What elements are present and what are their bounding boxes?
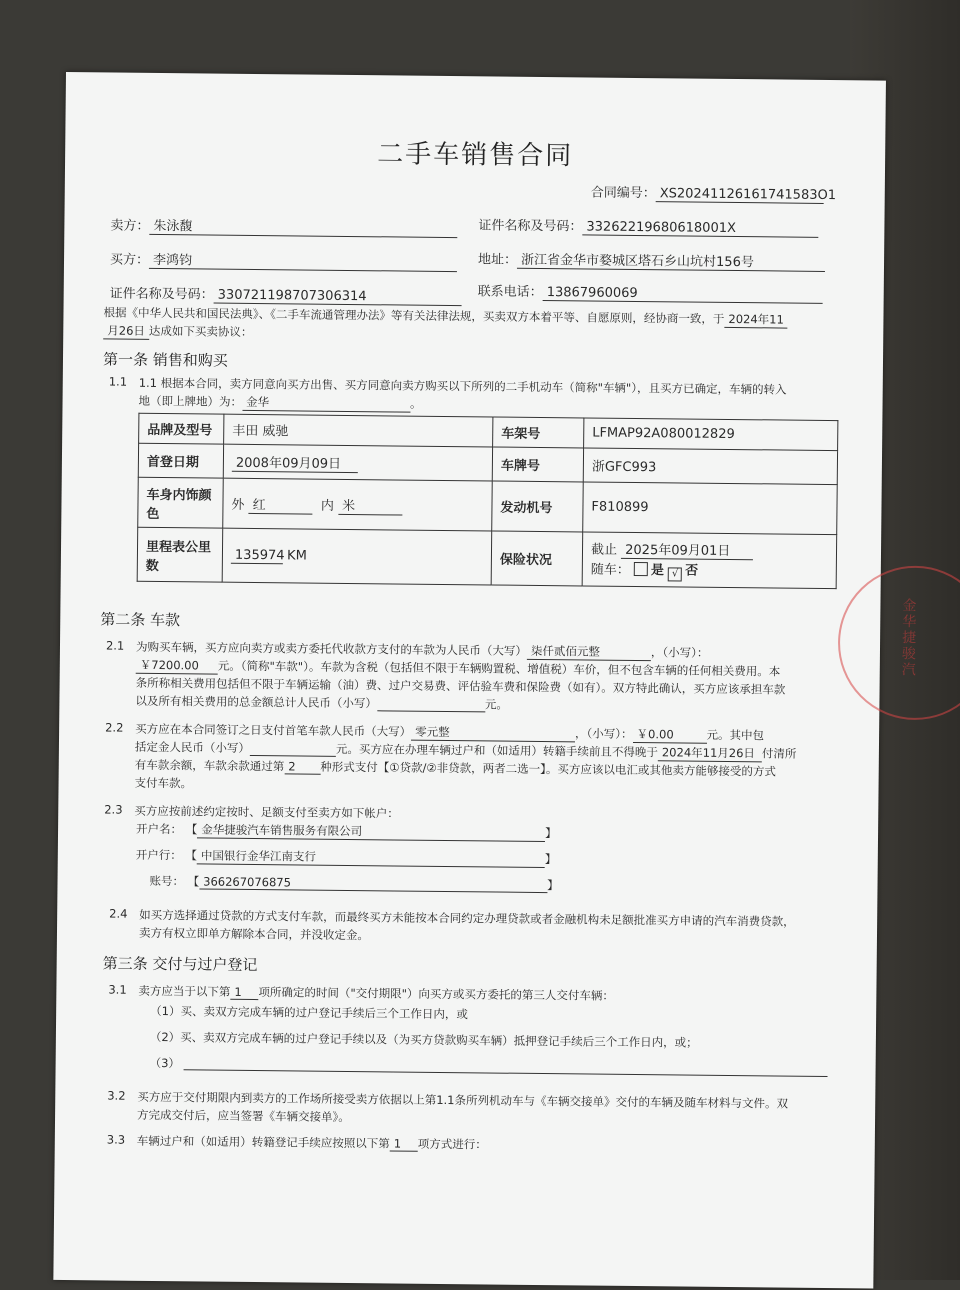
payment-method: 2 xyxy=(284,759,320,774)
option-3-blank-line xyxy=(184,1069,828,1077)
clause-3-2-line-2: 方完成交付后，应当签署《车辆交接单》。 xyxy=(137,1107,350,1125)
contract-number: 合同编号： XS20241126161741583O1 xyxy=(590,185,837,204)
engine-label: 发动机号 xyxy=(492,481,584,532)
intro-line-2: 月26日 达成如下买卖协议： xyxy=(103,322,252,341)
clause-1-1-place: 地（即上牌地）为： 金华 。 xyxy=(138,393,422,411)
contract-number-value: XS20241126161741583O1 xyxy=(656,186,824,204)
clause-2-2-number: 2.2 xyxy=(105,720,124,735)
insurance-label: 保险状况 xyxy=(491,531,583,586)
account-name: 金华捷骏汽车销售服务有限公司 xyxy=(197,821,545,842)
insurance-expiry: 2025年09月01日 xyxy=(621,538,753,559)
contract-page xyxy=(53,72,917,1289)
plate-label: 车牌号 xyxy=(492,447,583,482)
seller-row: 卖方： 朱泳馥 xyxy=(110,214,457,238)
section-2-heading: 第二条 车款 xyxy=(100,610,181,630)
section-3-heading: 第三条 交付与过户登记 xyxy=(102,954,258,975)
seller-name: 朱泳馥 xyxy=(149,215,457,238)
section-1-heading: 第一条 销售和购买 xyxy=(102,350,228,370)
vin-value: LFMAP92A080012829 xyxy=(584,418,838,451)
vehicle-table xyxy=(137,413,839,589)
clause-2-3-number: 2.3 xyxy=(104,802,123,817)
clause-2-4-number: 2.4 xyxy=(109,906,128,921)
intro-line-1: 根据《中华人民共和国民法典》、《二手车流通管理办法》等有关法律法规，买卖双方本着平等、自愿原则，经协商一致，于 2024年11 xyxy=(103,304,788,328)
clause-2-2-line-2: 括定金人民币（小写） 元。买方应在办理车辆过户和（如适用）转籍手续前且不得晚于 2024年11月26日 付清所 xyxy=(134,739,797,761)
clause-2-2-line-4: 支付车款。 xyxy=(134,775,193,791)
account-name-row: 开户名： 【 金华捷骏汽车销售服务有限公司 】 xyxy=(136,821,557,841)
company-seal: 金华捷骏汽 xyxy=(837,565,960,721)
clause-2-2-line-3: 有车款余额，车款余款通过第 2 种形式支付【①贷款/②非贷款，两者二选一】。买方应该以电汇或其他卖方能够接受的方式 xyxy=(134,757,777,779)
account-number-row: 账号： 【 366267076875 】 xyxy=(149,873,559,893)
phone-row: 联系电话： 13867960069 xyxy=(478,280,823,304)
brand-label: 品牌及型号 xyxy=(139,413,224,444)
account-bank-row: 开户行： 【 中国银行金华江南支行 】 xyxy=(135,847,557,867)
account-number: 366267076875 xyxy=(199,874,547,893)
down-payment-amount: ￥0.00 xyxy=(633,726,707,744)
address-row: 地址： 浙江省金华市婺城区塔石乡山坑村156号 xyxy=(478,248,825,272)
price-amount: ￥7200.00 xyxy=(136,657,218,675)
odometer-value: 135974 xyxy=(231,547,283,564)
clause-2-1-line-2: ￥7200.00 元。（简称"车款"）。车款为含税（包括但不限于车辆购置税、增值税）车价，但不包含车辆的任何相关费用。本 xyxy=(136,657,781,681)
seller-id: 33262219680618001X xyxy=(582,219,818,237)
buyer-address: 浙江省金华市婺城区塔石乡山坑村156号 xyxy=(517,249,825,272)
reg-date-cell xyxy=(223,444,492,481)
clause-2-1-line-3: 条所称相关费用包括但不限于车辆运输（油）费、过户交易费、评估验车费和保险费（如有）。双方特此确认，买方应该承担车款 xyxy=(135,675,786,697)
clause-3-3-text: 车辆过户和（如适用）转籍登记手续应按照以下第 1 项方式进行： xyxy=(136,1133,487,1152)
engine-value: F810899 xyxy=(583,482,838,535)
clause-2-1-number: 2.1 xyxy=(105,638,125,653)
clause-3-1-number: 3.1 xyxy=(108,982,127,997)
clause-2-1-line-4: 以及所有相关费用的总金额总计人民币（小写） 元。 xyxy=(135,693,508,712)
clause-2-4-line-2: 卖方有权立即单方解除本合同，并没收定金。 xyxy=(138,925,370,943)
clause-2-4-line-1: 如买方选择通过贷款的方式支付车款，而最终买方未能按本合同约定办理贷款或者金融机构未足额批准买方申请的汽车消费贷款， xyxy=(139,907,795,929)
interior-color: 米 xyxy=(338,494,402,515)
reg-date-value: 2008年09月09日 xyxy=(232,451,358,472)
color-label: 车身内饰颜色 xyxy=(138,477,224,528)
delivery-option-2: （2）买、卖双方完成车辆的过户登记手续以及（为买方贷款购买车辆）抵押登记手续后三个工作日内，或； xyxy=(149,1029,698,1050)
down-payment-words: 零元整 xyxy=(411,724,575,743)
insurance-no-checkbox: √ xyxy=(668,567,682,581)
delivery-option-1: （1）买、卖双方完成车辆的过户登记手续后三个工作日内，或 xyxy=(150,1003,469,1022)
seller-id-row: 证件名称及号码： 33262219680618001X xyxy=(478,214,818,238)
odometer-label: 里程表公里数 xyxy=(137,527,223,582)
price-in-words: 柒仟贰佰元整 xyxy=(527,643,651,661)
clause-2-2-line-1: 买方应在本合同签订之日支付首笔车款人民币（大写） 零元整 ，（小写）： ￥0.00 元。其中包 xyxy=(135,721,765,743)
plate-value: 浙GFC993 xyxy=(583,448,837,485)
buyer-row: 买方： 李鸿钧 xyxy=(110,248,457,272)
reg-date-label: 首登日期 xyxy=(138,443,223,478)
delivery-option: 1 xyxy=(230,985,258,1000)
brand-value: 丰田 威驰 xyxy=(224,414,493,447)
clause-3-1-text: 卖方应当于以下第 1 项所确定的时间（"交付期限"）向买方或买方委托的第三人交付车辆： xyxy=(138,983,615,1003)
clause-3-3-number: 3.3 xyxy=(106,1132,126,1147)
clause-3-2-line-1: 买方应于交付期限内到卖方的工作场所接受卖方依据以上第1.1条所列机动车与《车辆交接单》交付的车辆及随车材料与文件。双 xyxy=(137,1089,789,1111)
payment-deadline: 2024年11月26日 xyxy=(658,744,762,762)
insurance-yes-checkbox xyxy=(634,561,648,575)
clause-2-1-line-1: 为购买车辆，买方应向卖方或卖方委托代收款方支付的车款为人民币（大写） 柒仟贰佰元整 ，（小写）： xyxy=(135,639,709,660)
transfer-option: 1 xyxy=(390,1136,418,1151)
vin-label: 车架号 xyxy=(493,417,584,448)
odometer-cell: 135974 KM xyxy=(222,528,492,585)
clause-3-2-number: 3.2 xyxy=(107,1088,126,1103)
clause-2-3-text: 买方应按前述约定按时、足额支付至卖方如下帐户： xyxy=(134,803,399,821)
delivery-option-3: （3） xyxy=(149,1055,181,1071)
account-bank: 中国银行金华江南支行 xyxy=(197,847,545,868)
exterior-color: 红 xyxy=(249,493,313,514)
clause-1-1-number: 1.1 xyxy=(108,374,128,389)
color-cell: 外 红 内 米 xyxy=(223,478,493,531)
buyer-phone: 13867960069 xyxy=(543,285,823,304)
buyer-name: 李鸿钧 xyxy=(149,249,457,272)
clause-1-1-text: 1.1 根据本合同，卖方同意向买方出售、买方同意向卖方购买以下所列的二手机动车（简称"车辆"），且买方已确定，车辆的转入 xyxy=(138,375,787,397)
buyer-id: 330721198707306314 xyxy=(214,288,462,307)
insurance-cell: 截止 2025年09月01日 随车： 是 √ 否 xyxy=(582,532,837,589)
buyer-id-row: 证件名称及号码： 330721198707306314 xyxy=(110,282,462,306)
document-title: 二手车销售合同 xyxy=(376,139,574,172)
